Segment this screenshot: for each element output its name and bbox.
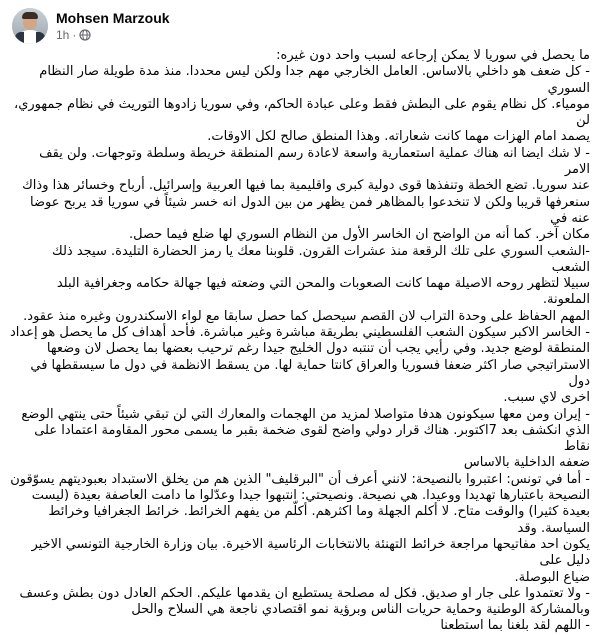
post-text-line: النصيحة باعتبارها تهديدا ووعيدا. هي نصيحة. ونصيحتي: انتبهوا جيدا وعدّلوا ما دامت العاصفة بعيدة (ليست xyxy=(31,488,590,504)
post-text-line: سبيلا لتظهر روحه الاصيلة مهما كانت الصعوبات والمحن التي وضعته فيها جهالة حكامه وجغرافية البلد الملعونة. xyxy=(56,276,590,308)
post-meta xyxy=(56,9,170,43)
post-text-line: - كل ضعف هو داخلي بالاساس. العامل الخارجي مهم جدا ولكن ليس محددا. منذ مدة طويلة صار النظام السوري xyxy=(39,64,590,96)
post-text-line: - إيران ومن معها سيكونون هدفا متواصلا لمزيد من الهجمات والمعارك التي لن تبقي شيئاً حتى ينتهي الوضع xyxy=(21,406,590,422)
author-name[interactable]: Mohsen Marzouk xyxy=(56,10,170,26)
post-text-line: سنعرفها قريبا ولكن لا تنخدعوا بالمظاهر فمن يظهر من بين الدول انه خسر شيئاً في سوريا قد يربح عوضا عنه في xyxy=(30,194,590,226)
post-text-line: - ولا تعتمدوا على جار او صديق. فكل له مصلحة يستطيع ان يقدمها عليكم. الحكم العادل دون بطش وعسف xyxy=(19,585,590,601)
post-text-line: ما يحصل في سوريا لا يمكن إرجاعه لسبب واحد دون غيره: xyxy=(276,48,590,63)
post-text-line: مكان آخر. كما أنه من الواضح ان الخاسر الأول من النظام السوري لها ضلع فيما حصل. xyxy=(129,227,590,243)
post-text-line: - لا شك ايضا انه هناك عملية استعمارية واسعة لاعادة رسم المنطقة خريطة وسلطة وتوجهات. ولن يقف الامر xyxy=(39,145,590,178)
post-text-line: -الشعب السوري على تلك الرقعة منذ عشرات القرون. قلوبنا معك يا رمز الحضارة التليدة. سيجد ذلك الشعب xyxy=(52,243,590,275)
post-text-line: المهم الحفاظ على وحدة التراب لان القصم سيحصل كما حصل سابقا مع لواء الاسكندرون وغيره منذ عقود. xyxy=(23,308,590,324)
author-avatar[interactable] xyxy=(12,8,48,44)
post-text-line: - اللهم لقد بلغنا بما استطعنا xyxy=(440,618,590,634)
post-text-line: - الخاسر الاكبر سيكون الشعب الفلسطيني بطريقة مباشرة وغير مباشرة. فأحد أهداف كل ما يحصل هو إعداد xyxy=(9,325,590,341)
post-text-line: وبالمشاركة الوطنية وحماية حريات الناس وبرؤية نمو اقتصادي ناجعة هي السلاح والحل xyxy=(131,602,590,618)
post-timestamp[interactable]: 1h xyxy=(56,28,70,42)
post-text-line: ضياع البوصلة. xyxy=(514,569,590,585)
post-text-line: ضعفه الداخلية بالاساس xyxy=(463,455,590,471)
post-text-line: يكون احد مفاتيحها مراجعة خرائط التهنئة بالانتخابات الرئاسية الاخيرة. بيان وزارة الخارجية التونسي الاخير دليل على xyxy=(31,536,590,569)
post-text-line: المنطقة لوضع جديد. وفي رأيي يجب أن تنتبه دول الخليج جيدا رغم ترحيب بعضها بما يحصل لان وضعها xyxy=(46,341,590,357)
post-text-line: اخرى لاي سبب. xyxy=(503,390,590,406)
globe-icon[interactable] xyxy=(79,29,91,41)
post-text-line: الذي انكشف بعد 7اكتوبر. هناك قرار دولي واضح لقوى ضخمة بقبر ما يسمى محور المقاومة اعتمادا على نقاط xyxy=(34,422,590,455)
separator-dot: · xyxy=(72,28,77,42)
post-text xyxy=(10,48,590,635)
post-text-line: بعيدة كثيرا) والوقت متاح. لا أكلم الجهلة وما اكثرهم. أكلّم من يفهم الخرائط. خرائط الجغرافيا وخرائط السياسة. وقد xyxy=(48,504,590,536)
post-text-line: يصمد امام الهزات مهما كانت شعاراته. وهذا المنطق صالح لكل الاوقات. xyxy=(207,129,590,145)
post-subline xyxy=(56,27,170,43)
post-text-line: عند سوريا. تضع الخطة وتنفذها قوى دولية كبرى واقليمية بما فيها العربية وإسرائيل. أرباح وخسائر هذا وذاك xyxy=(22,178,590,194)
post-text-line: - أما في تونس: اعتبروا بالنصيحة: لانني أعرف أن "البرقليف" الذين هم من يخلق الاستبداد بعبوديتهم يسوّقون xyxy=(10,471,590,487)
post-header xyxy=(12,8,170,44)
post-text-line: الاستراتيجي صار اكثر ضعفا فسوريا والعراق كانتا حماية لها. من يسقط الانظمة في دول ما سيسقطها في دول xyxy=(30,357,590,389)
post-text-line: مومياء. كل نظام يقوم على البطش فقط وعلى عبادة الحاكم، وفي سوريا زادوها التوريث في نظام جمهوري، لن xyxy=(14,96,590,129)
